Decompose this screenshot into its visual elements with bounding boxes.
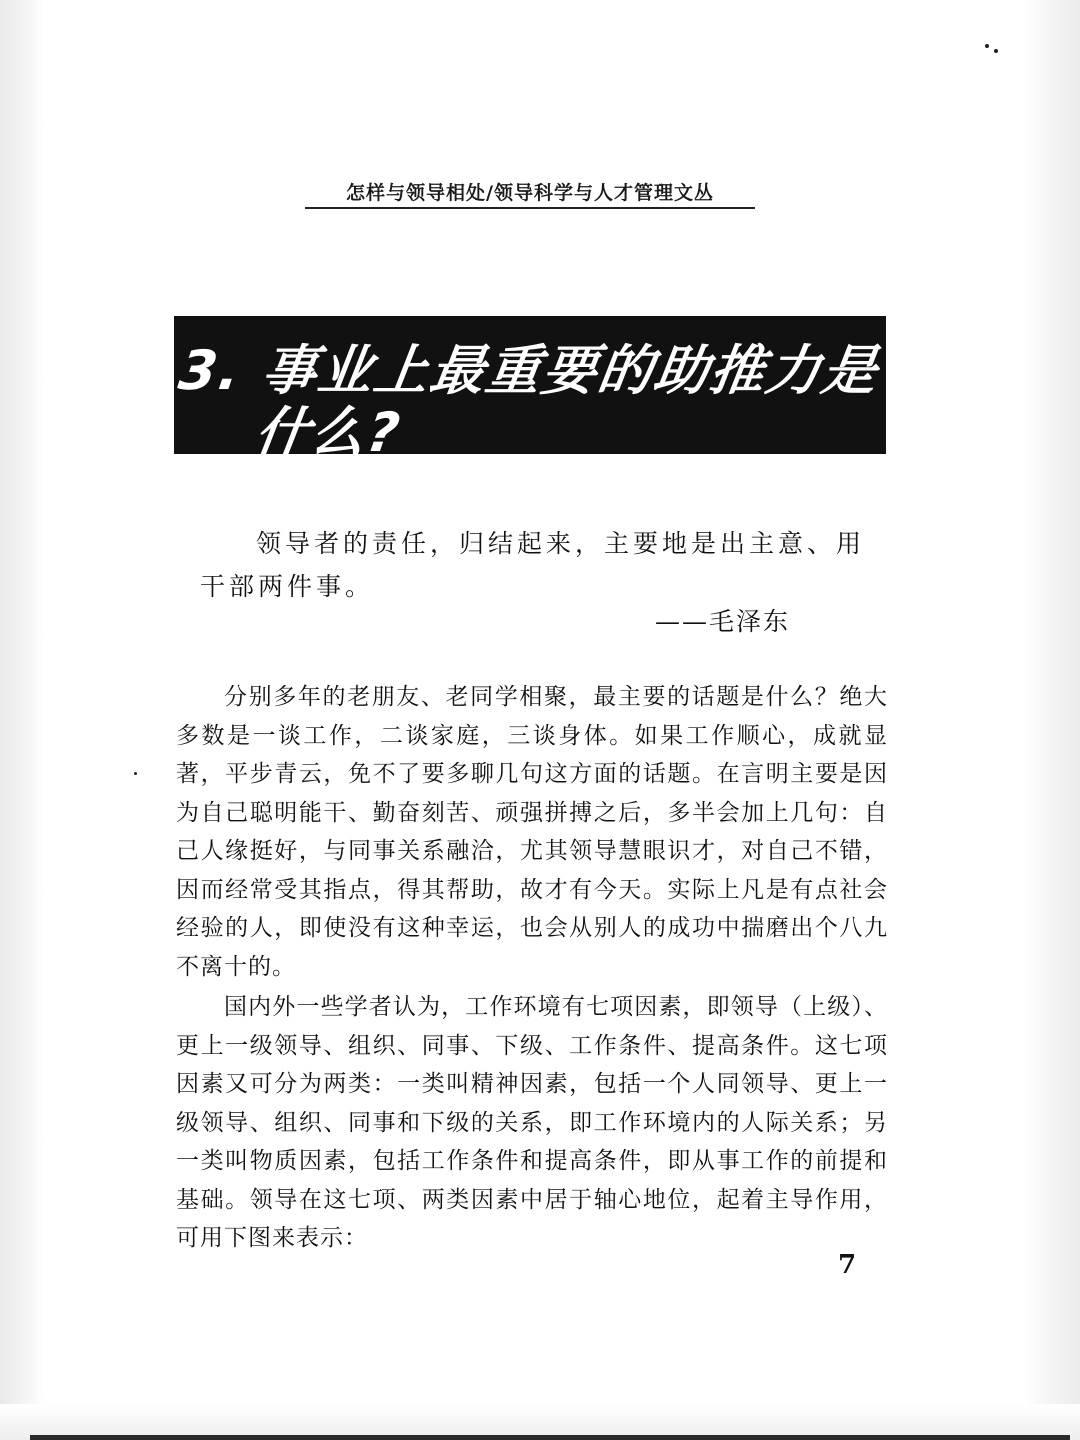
scan-speck — [994, 49, 998, 53]
chapter-title-banner — [174, 316, 886, 464]
running-header: 怎样与领导相处/领导科学与人才管理文丛 — [346, 182, 714, 204]
bottom-page-edge — [30, 1435, 1070, 1440]
scan-speck — [985, 44, 989, 48]
left-page-shadow — [0, 0, 44, 1440]
body-paragraph-1: 分别多年的老朋友、老同学相聚，最主要的话题是什么？绝大多数是一谈工作，二谈家庭，三谈身体。如果工作顺心，成就显著，平步青云，免不了要多聊几句这方面的话题。在言明主要是因为自己聪明能干、勤奋刻苦、顽强拼搏之后，多半会加上几句：自己人缘挺好，与同事关系融洽，尤其领导慧眼识才，对自己不错，因而经常受其指点，得其帮助，故才有今天。实际上凡是有点社会经验的人，即使没有这种幸运，也会从别人的成功中揣磨出个八九不离十的。 — [176, 684, 888, 980]
header-rule — [305, 207, 755, 209]
page-number: 7 — [838, 1250, 857, 1280]
epigraph-quote: 领导者的责任，归结起来，主要地是出主意、用干部两件事。 — [200, 529, 866, 601]
right-page-shadow — [1024, 0, 1080, 1440]
scan-speck — [134, 772, 137, 775]
epigraph-attribution: ——毛泽东 — [655, 607, 791, 636]
body-paragraph-2: 国内外一些学者认为，工作环境有七项因素，即领导（上级）、更上一级领导、组织、同事、下级、工作条件、提高条件。这七项因素又可分为两类：一类叫精神因素，包括一个人同领导、更上一级领导、组织、同事和下级的关系，即工作环境内的人际关系；另一类叫物质因素，包括工作条件和提高条件，即从事工作的前提和基础。领导在这七项、两类因素中居于轴心地位，起着主导作用，可用下图来表示： — [176, 994, 888, 1251]
body-text — [176, 678, 888, 1258]
chapter-title-line-2: 什么? — [251, 401, 406, 464]
chapter-title-line-1: 3. 事业上最重要的助推力是 — [175, 339, 883, 402]
